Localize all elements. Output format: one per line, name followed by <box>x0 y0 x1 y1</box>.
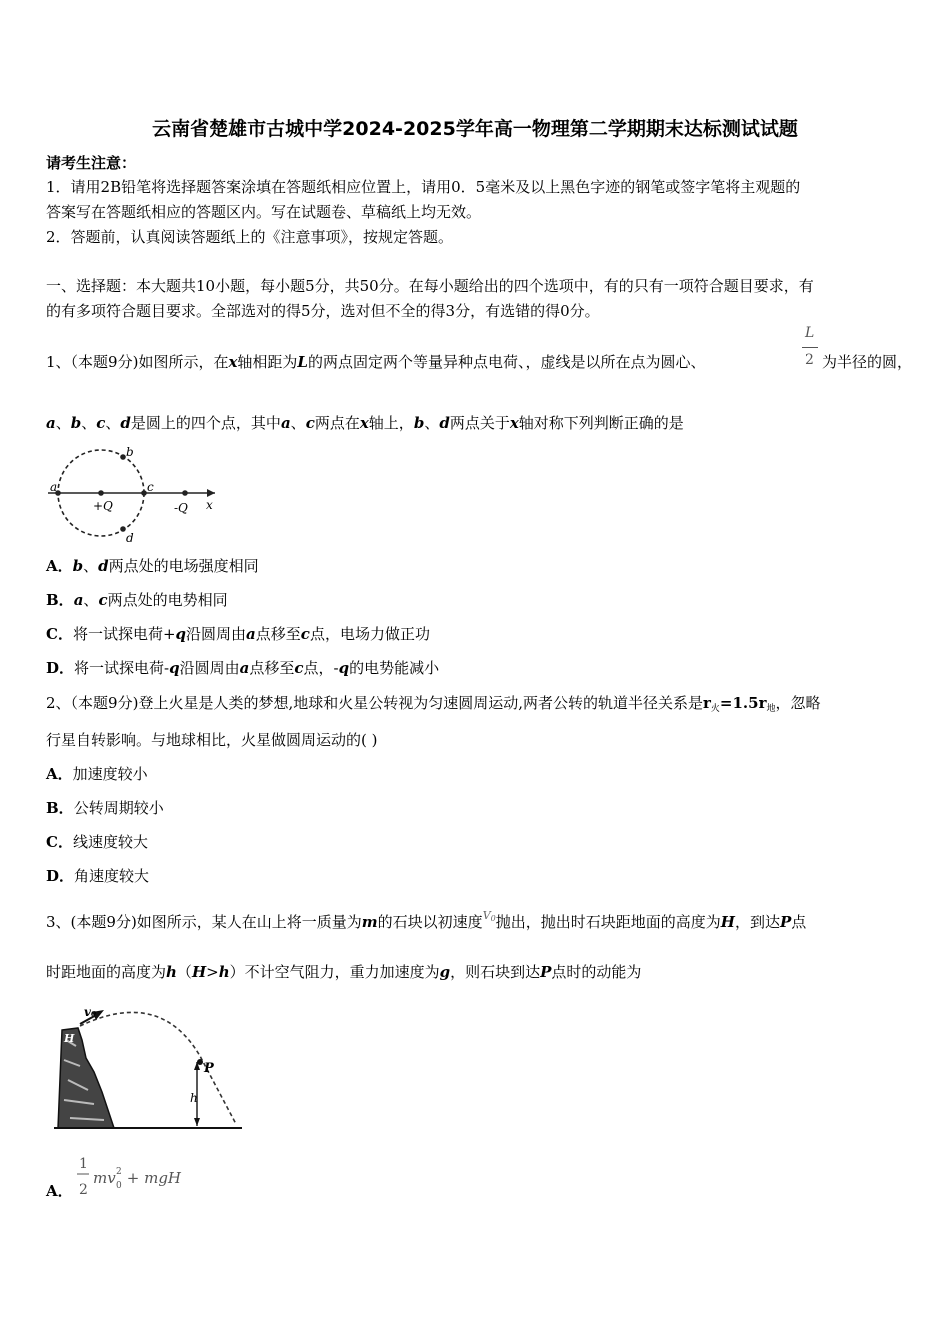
q3-text: ）不计空气阻力，重力加速度为 <box>229 963 440 981</box>
label-c: c <box>147 480 154 494</box>
sep: 、 <box>55 414 71 432</box>
option-key: B． <box>46 591 74 609</box>
page-title: 云南省楚雄市古城中学2024-2025学年高一物理第二学期期末达标测试试题 <box>152 118 798 140</box>
formula-denominator: 2 <box>79 1182 88 1198</box>
var-a: a <box>246 625 256 643</box>
sep: 、 <box>83 591 99 609</box>
var-v0: V <box>482 909 491 922</box>
notice-line-2: 答案写在答题纸相应的答题区内。写在试题卷、草稿纸上均无效。 <box>46 203 482 221</box>
formula-subscript: 0 <box>116 1181 122 1191</box>
option-text: 加速度较小 <box>72 765 148 783</box>
var-v0-subscript: 0 <box>490 914 496 923</box>
option-text: 角速度较大 <box>74 867 150 885</box>
section-1-line-1: 一、选择题：本大题共10小题，每小题5分，共50分。在每小题给出的四个选项中，有的只有一项符合题目要求，有 <box>46 277 814 295</box>
q1-text: 轴相距为 <box>237 353 298 371</box>
option-text: 将一试探电荷+ <box>72 625 176 643</box>
formula-rest: + mgH <box>122 1169 182 1187</box>
option-text: 点，电场力做正功 <box>309 625 430 643</box>
label-b: b <box>126 445 134 459</box>
text: 两点关于 <box>449 414 510 432</box>
q3-projectile-diagram <box>50 1000 250 1140</box>
q1-var-x: x <box>228 353 238 371</box>
var-d: d <box>98 557 109 575</box>
var-c: c <box>96 414 106 432</box>
var-b: b <box>413 414 425 432</box>
q1-line-2 <box>46 413 684 433</box>
q3-option-a-formula <box>76 1152 196 1202</box>
q3-text: 点时的动能为 <box>551 963 642 981</box>
var-h: h <box>166 963 177 981</box>
sep: 、 <box>105 414 121 432</box>
label-p: P <box>204 1061 214 1076</box>
var-h: h <box>218 963 230 981</box>
var-a: a <box>46 414 56 432</box>
option-key: A． <box>46 765 73 783</box>
point-p <box>197 1059 203 1065</box>
option-text: 两点处的电势相同 <box>107 591 228 609</box>
q2-option-a[interactable] <box>46 764 148 784</box>
q2-option-d[interactable] <box>46 866 149 886</box>
q1-option-d[interactable] <box>46 658 439 678</box>
sep: 、 <box>290 414 306 432</box>
var-d: d <box>439 414 450 432</box>
label-negative-q: -Q <box>174 501 188 515</box>
q3-text: 点 <box>791 913 807 931</box>
var-m: m <box>361 913 378 931</box>
q3-text: （ <box>176 963 192 981</box>
x-axis-arrow-icon <box>207 489 215 497</box>
option-text: 沿圆周由 <box>186 625 247 643</box>
label-positive-q: +Q <box>93 499 113 513</box>
option-text: 的电势能减小 <box>349 659 440 677</box>
label-d: d <box>126 531 134 545</box>
option-text: 沿圆周由 <box>179 659 240 677</box>
point-b <box>120 454 126 460</box>
section-1-line-2: 的有多项符合题目要求。全部选对的得5分，选对但不全的得3分，有选错的得0分。 <box>46 302 600 320</box>
q1-fraction-numerator: L <box>805 325 815 341</box>
q1-option-c[interactable] <box>46 624 430 644</box>
var-q: q <box>175 625 187 643</box>
q1-var-L: L <box>297 353 308 371</box>
label-x: x <box>206 498 213 512</box>
q3-text: ，则石块到达 <box>450 963 541 981</box>
option-text: 将一试探电荷- <box>74 659 170 677</box>
notice-line-3: 2．答题前，认真阅读答题纸上的《注意事项》，按规定答题。 <box>46 228 454 246</box>
q3-text: 3、(本题9分)如图所示，某人在山上将一质量为 <box>46 913 362 931</box>
label-a: a <box>50 480 58 494</box>
var-x: x <box>509 414 519 432</box>
option-key: B． <box>46 799 74 817</box>
point-positive-charge <box>98 490 104 496</box>
option-key: D． <box>46 659 75 677</box>
text: 轴上， <box>368 414 414 432</box>
q3-text: ，到达 <box>734 913 780 931</box>
q1-line-1 <box>46 352 705 372</box>
point-d <box>120 526 126 532</box>
notice-heading: 请考生注意： <box>46 154 137 172</box>
formula-mv: mv <box>93 1169 116 1187</box>
q3-text: > <box>206 963 219 981</box>
q3-text: 抛出，抛出时石块距地面的高度为 <box>495 913 721 931</box>
var-b: b <box>70 414 82 432</box>
option-text: 点移至 <box>249 659 295 677</box>
q2-line-2: 行星自转影响。与地球相比，火星做圆周运动的( ) <box>46 731 378 749</box>
sep: 、 <box>83 557 99 575</box>
notice-line-1: 1．请用2B铅笔将选择题答案涂填在答题纸相应位置上，请用0．5毫米及以上黑色字迹的钢笔或签字笔将主观题的 <box>46 178 801 196</box>
var-a: a <box>280 414 291 432</box>
option-key: C． <box>46 833 73 851</box>
subscript-earth: 地 <box>766 704 776 714</box>
q3-text: 时距地面的高度为 <box>46 963 167 981</box>
q3-option-a-key[interactable]: A． <box>46 1182 73 1200</box>
sep: 、 <box>424 414 440 432</box>
subscript-mars: 火 <box>710 704 720 714</box>
option-key: D． <box>46 867 75 885</box>
q3-line-1 <box>46 909 807 935</box>
q1-fraction-bar <box>802 347 818 348</box>
var-P: P <box>540 963 552 981</box>
var-c: c <box>294 659 304 677</box>
label-h: h <box>190 1091 198 1105</box>
q1-option-b[interactable] <box>46 590 228 610</box>
var-a: a <box>73 591 84 609</box>
var-c: c <box>300 625 310 643</box>
label-v0: v₀ <box>84 1005 97 1019</box>
option-key: A． <box>46 557 73 575</box>
height-arrow-down-icon <box>194 1118 200 1126</box>
q1-option-a[interactable] <box>46 556 259 576</box>
option-text: 线速度较大 <box>72 833 148 851</box>
q1-charge-diagram <box>40 440 225 550</box>
var-r: r <box>702 694 711 712</box>
q2-line-1 <box>46 693 821 719</box>
var-b: b <box>72 557 84 575</box>
option-text: 点移至 <box>255 625 301 643</box>
option-text: 点，- <box>303 659 339 677</box>
text: 轴对称下列判断正确的是 <box>518 414 684 432</box>
q1-text: 的两点固定两个等量异种点电荷、，虚线是以所在点为圆心、 <box>307 353 706 371</box>
q3-line-2 <box>46 962 641 982</box>
var-c: c <box>305 414 315 432</box>
q2-text: 2、（本题9分)登上火星是人类的梦想,地球和火星公转视为匀速圆周运动,两者公转的轨道半径关系是 <box>46 694 703 712</box>
var-g: g <box>439 963 451 981</box>
q1-fraction-denominator: 2 <box>805 352 814 368</box>
option-key: C． <box>46 625 73 643</box>
q2-option-c[interactable] <box>46 832 148 852</box>
var-P: P <box>779 913 792 931</box>
formula-superscript: 2 <box>116 1167 122 1177</box>
text: 是圆上的四个点，其中 <box>130 414 281 432</box>
var-H: H <box>191 963 207 981</box>
var-q: q <box>338 659 350 677</box>
q2-option-b[interactable] <box>46 798 164 818</box>
sep: 、 <box>81 414 97 432</box>
var-q: q <box>169 659 180 677</box>
text: 两点在 <box>314 414 360 432</box>
q1-prefix: 1、（本题9分)如图所示，在 <box>46 353 229 371</box>
q1-suffix: 为半径的圆， <box>822 353 913 371</box>
q2-text: ，忽略 <box>775 694 821 712</box>
q2-equation: =1.5r <box>719 694 767 712</box>
option-text: 公转周期较小 <box>73 799 164 817</box>
point-c <box>141 490 147 496</box>
label-H: H <box>64 1032 75 1045</box>
var-a: a <box>239 659 250 677</box>
option-text: 两点处的电场强度相同 <box>108 557 259 575</box>
q3-text: 的石块以初速度 <box>377 913 483 931</box>
point-negative-charge <box>182 490 188 496</box>
var-H: H <box>720 913 735 931</box>
var-c: c <box>98 591 108 609</box>
var-x: x <box>359 414 369 432</box>
formula-numerator: 1 <box>79 1156 88 1172</box>
var-d: d <box>120 414 131 432</box>
